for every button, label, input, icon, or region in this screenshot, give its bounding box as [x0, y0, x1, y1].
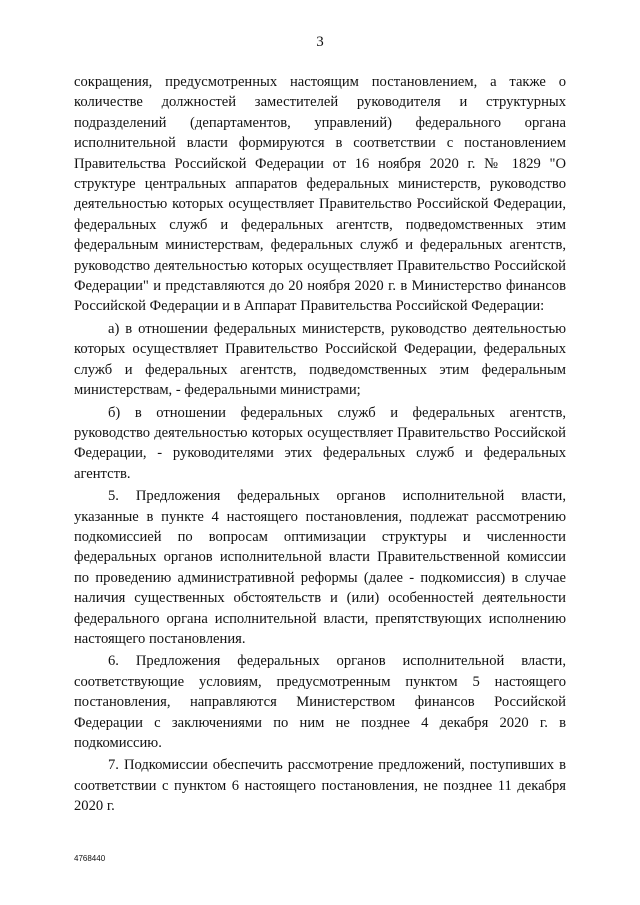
- paragraph-clause-6: 6. Предложения федеральных органов исполнительной власти, соответствующие условиям, предусмотренным пунктом 5 настоящего постановления, направляются Министерством финансов Российской Федерации с заключениями по ним не позднее 4 декабря 2020 г. в подкомиссию.: [74, 653, 566, 751]
- document-code: 4768440: [74, 854, 106, 863]
- paragraph-item-a: а) в отношении федеральных министерств, руководство деятельностью которых осуществляет Правительство Российской Федерации, федеральных служб и федеральных агентств, подведомственных этим федеральным министерствам, - федеральными министрами;: [74, 320, 566, 399]
- paragraph-continuation: сокращения, предусмотренных настоящим постановлением, а также о количестве должностей заместителей руководителя и структурных подразделений (департаментов, управлений) федерального органа исполнительной власти формируются в соответствии с постановлением Правительства Российской Федерации от 16 ноября 2020 г. № 1829 "О структуре центральных аппаратов федеральных министерств, руководство деятельностью которых осуществляет Правительство Российской Федерации, федеральных служб и федеральных агентств, подведомственных этим федеральным министерствам, федеральных служб и федеральных агентств, руководство деятельностью которых осуществляет Правительство Российской Федерации" и представляются до 20 ноября 2020 г. в Министерство финансов Российской Федерации и в Аппарат Правительства Российской Федерации:: [74, 74, 566, 315]
- page-number: 3: [316, 34, 324, 50]
- paragraph-clause-5: 5. Предложения федеральных органов исполнительной власти, указанные в пункте 4 настоящего постановления, подлежат рассмотрению подкомиссией по вопросам оптимизации структуры и численности федеральных органов исполнительной власти Правительственной комиссии по проведению административной реформы (далее - подкомиссия) в случае наличия существенных обстоятельств и (или) особенностей деятельности федерального органа исполнительной власти, препятствующих исполнению настоящего постановления.: [74, 488, 566, 647]
- paragraph-clause-7: 7. Подкомиссии обеспечить рассмотрение предложений, поступивших в соответствии с пунктом 6 настоящего постановления, не позднее 11 декабря 2020 г.: [74, 757, 566, 815]
- paragraph-item-b: б) в отношении федеральных служб и федеральных агентств, руководство деятельностью которых осуществляет Правительство Российской Федерации, - руководителями этих федеральных служб и федеральных агентств.: [74, 404, 566, 482]
- document-body: [74, 72, 566, 817]
